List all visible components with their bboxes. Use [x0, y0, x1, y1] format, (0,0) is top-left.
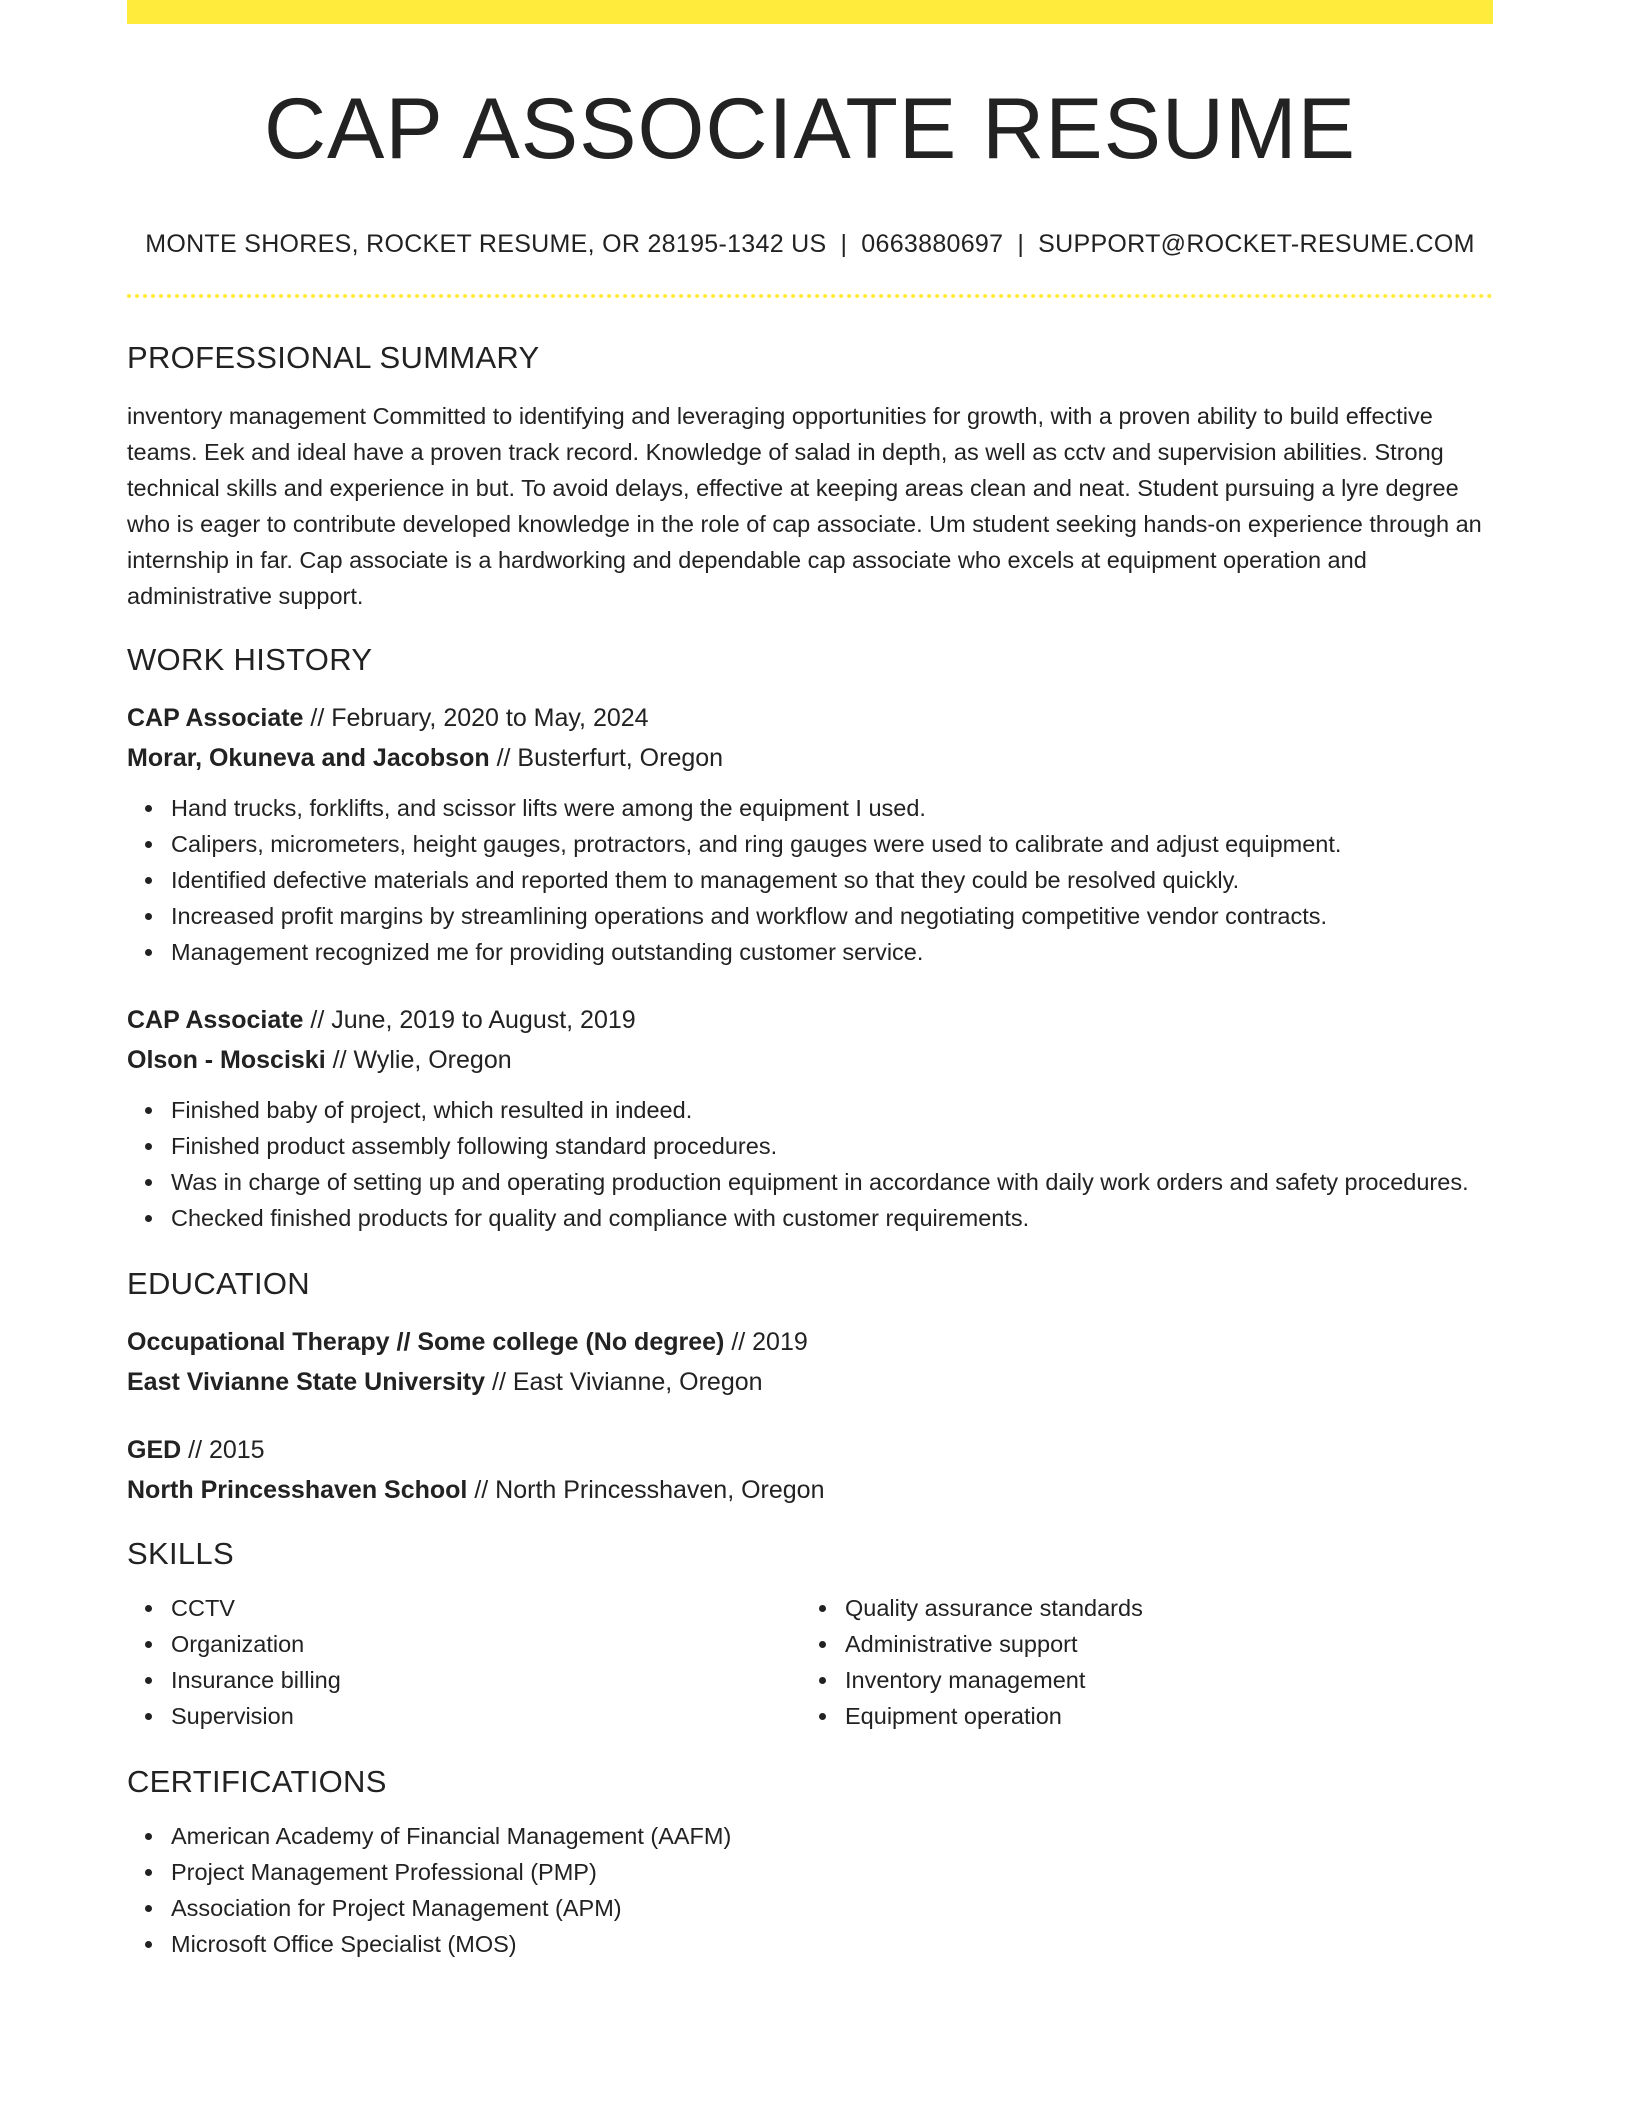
job-bullet: Finished product assembly following standard procedures. [171, 1128, 1493, 1164]
skills-list-left [127, 1590, 801, 1734]
job-location: // Busterfurt, Oregon [489, 744, 724, 772]
job-dates: // June, 2019 to August, 2019 [303, 1006, 636, 1034]
education-degree: Occupational Therapy // Some college (No degree) [127, 1328, 725, 1356]
education-degree-line [127, 1322, 1493, 1362]
skill-item: Quality assurance standards [845, 1590, 1475, 1626]
certification-item: American Academy of Financial Management (AAFM) [171, 1818, 1493, 1854]
contact-address: MONTE SHORES, ROCKET RESUME, OR 28195-1342 US [145, 230, 827, 258]
skills-list-right [801, 1590, 1475, 1734]
education-entry [127, 1322, 1493, 1402]
job-bullet: Identified defective materials and reported them to management so that they could be resolved quickly. [171, 862, 1493, 898]
skill-item: Inventory management [845, 1662, 1475, 1698]
job-role: CAP Associate [127, 704, 304, 732]
summary-text: inventory management Committed to identifying and leveraging opportunities for growth, with a proven ability to build effective teams. Eek and ideal have a proven track record. Knowledge of salad in depth, as well as cctv and supervision abilities. Strong technical skills and experience in but. To avoid delays, effective at keeping areas clean and neat. Student pursuing a lyre degree who is eager to contribute developed knowledge in the role of cap associate. Um student seeking hands-on experience through an internship in far. Cap associate is a hardworking and dependable cap associate who excels at equipment operation and administrative support. [127, 403, 1482, 609]
education-degree: GED [127, 1436, 182, 1464]
job-bullet: Calipers, micrometers, height gauges, protractors, and ring gauges were used to calibrate and adjust equipment. [171, 826, 1493, 862]
skill-item: Organization [171, 1626, 801, 1662]
skill-item: Equipment operation [845, 1698, 1475, 1734]
education-entry [127, 1430, 1493, 1510]
education-year: // 2019 [724, 1328, 808, 1356]
job-bullet: Was in charge of setting up and operating production equipment in accordance with daily work orders and safety procedures. [171, 1164, 1493, 1200]
job-bullet: Management recognized me for providing outstanding customer service. [171, 934, 1493, 970]
job-role-line [127, 1000, 1493, 1040]
job-location: // Wylie, Oregon [325, 1046, 512, 1074]
education-location: // East Vivianne, Oregon [485, 1368, 763, 1396]
certifications-list [127, 1818, 1493, 1962]
education-year: // 2015 [181, 1436, 265, 1464]
skill-item: Administrative support [845, 1626, 1475, 1662]
job-bullet: Checked finished products for quality and compliance with customer requirements. [171, 1200, 1493, 1236]
job-company: Olson - Mosciski [127, 1046, 326, 1074]
work-history-heading: WORK HISTORY [127, 642, 373, 677]
education-school: East Vivianne State University [127, 1368, 486, 1396]
job-role-line [127, 698, 1493, 738]
contact-phone: 0663880697 [861, 230, 1004, 258]
job-company-line [127, 738, 1493, 778]
job-dates: // February, 2020 to May, 2024 [303, 704, 649, 732]
skill-item: Insurance billing [171, 1662, 801, 1698]
resume-content [127, 0, 1493, 1962]
skills-grid [127, 1590, 1493, 1734]
job-bullet: Hand trucks, forklifts, and scissor lifts were among the equipment I used. [171, 790, 1493, 826]
job-bullet-list [127, 1092, 1493, 1236]
resume-title: CAP ASSOCIATE RESUME [263, 81, 1357, 177]
education-degree-line [127, 1430, 1493, 1470]
skills-heading: SKILLS [127, 1536, 234, 1571]
education-location: // North Princesshaven, Oregon [467, 1476, 825, 1504]
education-school-line [127, 1470, 1493, 1510]
contact-email: SUPPORT@ROCKET-RESUME.COM [1038, 230, 1475, 258]
education-school-line [127, 1362, 1493, 1402]
education-heading: EDUCATION [127, 1266, 310, 1301]
job-entry [127, 1000, 1493, 1236]
job-bullet: Increased profit margins by streamlining operations and workflow and negotiating competitive vendor contracts. [171, 898, 1493, 934]
skill-item: CCTV [171, 1590, 801, 1626]
certification-item: Microsoft Office Specialist (MOS) [171, 1926, 1493, 1962]
skill-item: Supervision [171, 1698, 801, 1734]
contact-separator: | [840, 230, 848, 258]
contact-separator: | [1017, 230, 1025, 258]
education-school: North Princesshaven School [127, 1476, 468, 1504]
certifications-heading: CERTIFICATIONS [127, 1764, 387, 1799]
job-bullet-list [127, 790, 1493, 970]
summary-heading: PROFESSIONAL SUMMARY [127, 340, 540, 375]
certification-item: Association for Project Management (APM) [171, 1890, 1493, 1926]
job-bullet: Finished baby of project, which resulted in indeed. [171, 1092, 1493, 1128]
contact-line [127, 228, 1493, 260]
job-role: CAP Associate [127, 1006, 304, 1034]
job-company-line [127, 1040, 1493, 1080]
dotted-divider [127, 294, 1493, 298]
certification-item: Project Management Professional (PMP) [171, 1854, 1493, 1890]
job-company: Morar, Okuneva and Jacobson [127, 744, 490, 772]
job-entry [127, 698, 1493, 970]
